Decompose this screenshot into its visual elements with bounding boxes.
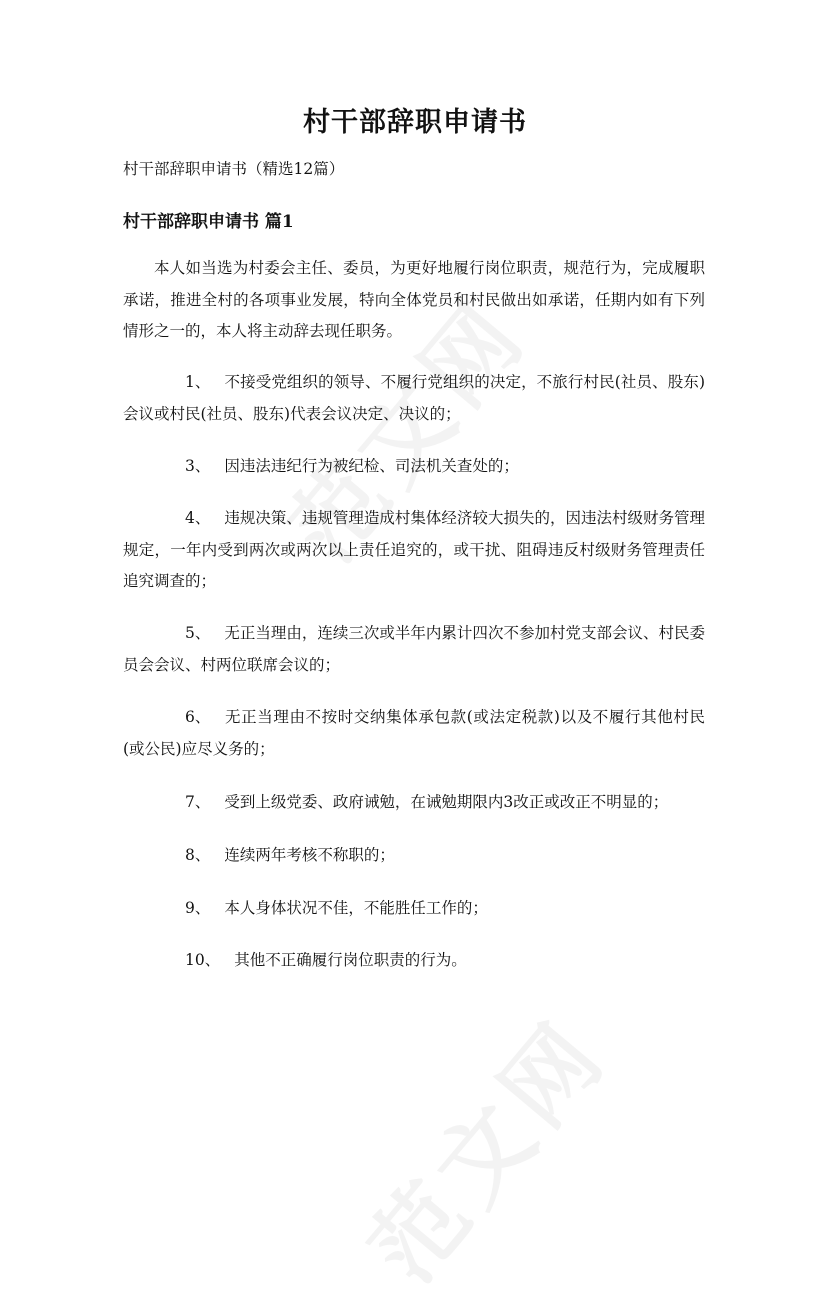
watermark xyxy=(334,986,632,1305)
list-item xyxy=(123,503,705,598)
list-item xyxy=(123,618,705,681)
intro-paragraph: 本人如当选为村委会主任、委员，为更好地履行岗位职责，规范行为，完成履职承诺，推进全村的各项事业发展，特向全体党员和村民做出如承诺，任期内如有下列情形之一的，本人将主动辞去现任职务。 xyxy=(123,259,705,340)
list-item-text: 无正当理由，连续三次或半年内累计四次不参加村党支部会议、村民委员会会议、村两位联席会议的； xyxy=(123,624,705,674)
list-item xyxy=(123,702,705,765)
list-item-text: 不接受党组织的领导、不履行党组织的决定，不旅行村民(社员、股东)会议或村民(社员、股东)代表会议决定、决议的； xyxy=(123,373,705,423)
list-item xyxy=(123,787,705,819)
list-item xyxy=(123,893,705,925)
list-item-text: 受到上级党委、政府诫勉，在诫勉期限内3改正或改正不明显的； xyxy=(224,793,669,811)
list-item-text: 连续两年考核不称职的； xyxy=(224,846,395,864)
document-title: 村干部辞职申请书 xyxy=(303,107,527,138)
list-item-text: 违规决策、违规管理造成村集体经济较大损失的，因违法村级财务管理规定，一年内受到两次或两次以上责任追究的，或干扰、阻碍违反村级财务管理责任追究调查的； xyxy=(123,509,705,590)
list-item-text: 其他不正确履行岗位职责的行为。 xyxy=(234,951,467,969)
list-item-number: 5、 xyxy=(185,624,211,642)
list-item-number: 9、 xyxy=(185,899,211,917)
list-item-text: 无正当理由不按时交纳集体承包款(或法定税款)以及不履行其他村民(或公民)应尽义务的； xyxy=(123,708,705,758)
list-item xyxy=(123,945,705,977)
list-item-text: 因违法违纪行为被纪检、司法机关查处的； xyxy=(224,457,519,475)
list-item-number: 7、 xyxy=(185,793,211,811)
list-item-number: 10、 xyxy=(185,951,221,969)
document-subtitle: 村干部辞职申请书（精选12篇） xyxy=(123,160,345,178)
list-item-number: 8、 xyxy=(185,846,211,864)
list-item-text: 本人身体状况不佳，不能胜任工作的； xyxy=(224,899,488,917)
list-item xyxy=(123,367,705,430)
list-item-number: 4、 xyxy=(185,509,211,527)
list-item-number: 3、 xyxy=(185,457,211,475)
section-heading: 村干部辞职申请书 篇1 xyxy=(123,212,294,232)
list-item-number: 6、 xyxy=(185,708,211,726)
list-item xyxy=(123,840,705,872)
list-item-number: 1、 xyxy=(185,373,211,391)
list-item xyxy=(123,451,705,483)
